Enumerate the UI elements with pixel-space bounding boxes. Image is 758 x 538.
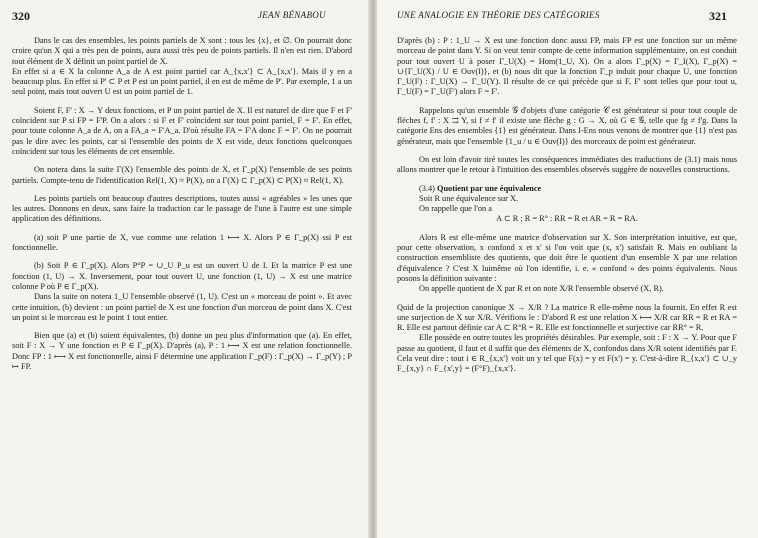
section-number: (3.4) xyxy=(419,183,435,193)
paragraph-gap xyxy=(397,225,737,233)
body-paragraph: En effet si a ∈ X la colonne A_a de A est point partiel car A_{x,x'} ⊂ A_{x,x'}. Mais il y en a beaucoup plus. En effet si P' ⊂ P et P est un point partiel, il en est de même de P'. Par exemple, 1 a un seul point, mais tout ouvert U est un point partiel de 1. xyxy=(12,66,352,97)
body-paragraph: Bien que (a) et (b) soient équivalentes, (b) donne un peu plus d'information que (a). En effet, soit F : X → Y une fonction et P ∈ Γ_p(X). D'après (a), P : 1 ⟼ X est une relation fonctionnelle. Donc FP : 1 ⟼ X est fonctionnelle, ainsi F détermine une application Γ_p(F) : Γ_p(X) → Γ_p(Y) ; P ↦ FP. xyxy=(12,331,352,372)
body-paragraph: On notera dans la suite Γ(X) l'ensemble des points de X, et Γ_p(X) l'ensemble de ses points partiels. Compte-tenu de l'identification Rel(1, X) ≈ P(X), on a Γ(X) ⊂ Γ_p(X) ⊂ P(X) ≈ Rel(1, X). xyxy=(12,165,352,185)
body-paragraph: (a) soit P une partie de X, vue comme une relation 1 ⟼ X. Alors P ∈ Γ_p(X) ssi P est fonctionnelle. xyxy=(12,232,352,253)
section-line: Soit R une équivalence sur X. xyxy=(419,193,519,203)
body-paragraph: Quid de la projection canonique X → X/R ? La matrice R elle-même nous la fournit. En effet R est une surjection de X sur X/R. Vérifions le : D'abord R est une relation X ⟼ X/R car RR = R et RA = R. Elle est partout définie car A ⊂ R°R = R. Elle est fonctionnelle et surjective car RR° = R. xyxy=(397,302,737,333)
section-equation: A ⊂ R ; R = R° : RR = R et AR = R = RA. xyxy=(496,214,638,224)
paragraph-gap xyxy=(12,98,352,106)
paragraph-gap xyxy=(12,225,352,233)
body-paragraph: D'après (b) : P : 1_U → X est une fonction donc aussi FP, mais FP est une fonction sur un même morceau de point dans Y. Si on veut tenir compte de cette information supplémentaire, on est conduit pour tout ouvert U à poser Γ_U(X) = Hom(1_U, X). On a alors Γ_p(X) = Γ_I(X), Γ_p(X) = ∪{Γ_U(X) / U ∈ Ouv(I)}, et (b) nous dit que la fonction Γ_p induit pour chaque U, une fonction Γ_U(F) : Γ_U(X) → Γ_U(Y). Il résulte de ce qui précède que si F, F' sont telles que pour tout u, Γ_U(F) = Γ_U(F') alors F = F'. xyxy=(397,36,737,97)
body-paragraph: Elle possède en outre toutes les propriétés désirables. Par exemple, soit : F : X → Y. Pour que F passe au quotient, il faut et il suffit que des éléments de X, confondus dans X/R soient identifiés par F. Cela veut dire : tout i ∈ R_{x,x'} voit un y tel que F(x) = y et F(x') = y. C'est-à-dire R_{x,x'} ⊂ ∪_y F_{x,y} ∩ F_{x',y} = (F°F)_{x,x'}. xyxy=(397,333,737,374)
paragraph-gap xyxy=(397,98,737,106)
left-running-head: JEAN BÉNABOU xyxy=(258,10,326,20)
body-paragraph: On est loin d'avoir tiré toutes les conséquences immédiates des traductions de (3.1) mais nous allons montrer que le retour à l'intuition des ensembles observés suggère de nouvelles constructions. xyxy=(397,154,737,175)
right-running-head: UNE ANALOGIE EN THÉORIE DES CATÉGORIES xyxy=(397,10,600,20)
paragraph-gap xyxy=(397,147,737,155)
paragraph-gap xyxy=(397,295,737,303)
paragraph-gap xyxy=(12,157,352,165)
paragraph-gap xyxy=(397,176,737,184)
paragraph-gap xyxy=(12,323,352,331)
left-page-number: 320 xyxy=(12,9,30,23)
body-paragraph: On appelle quotient de X par R et on note X/R l'ensemble observé (X, R). xyxy=(419,284,664,294)
left-page-body xyxy=(12,36,352,372)
body-paragraph: Les points partiels ont beaucoup d'autres descriptions, toutes aussi « agréables » les unes que les autres. Donnons en deux, sans faire la traduction car le passage de l'une à l'autre est une simple application des définitions. xyxy=(12,193,352,224)
paragraph-gap xyxy=(12,253,352,261)
body-paragraph: Soient F, F' : X → Y deux fonctions, et P un point partiel de X. Il est naturel de dire que F et F' coïncident sur P si FP = F'P. On a alors : si F et F' coïncident sur tout point partiel, F = F'. En effet, pour toute colonne A_a de A, on a FA_a = F'A_a. D'où résulte FA = F'A donc F = F'. On ne pourrait pas le dire avec les points, car si l'ensemble des points de X est vide, deux fonctions quelconques coïncident sur tous les éléments de cet ensemble. xyxy=(12,105,352,156)
section-line: On rappelle que l'on a xyxy=(419,204,492,214)
body-paragraph: Rappelons qu'un ensemble 𝒢 d'objets d'une catégorie 𝒞 est générateur si pour tout couple de flèches f, f' : X ⇉ Y, si f ≠ f' il existe une flèche g : G → X, où G ∈ 𝒢, telle que fg ≠ f'g. Dans la catégorie Ens des ensembles {1} est générateur. Dans I-Ens nous venons de montrer que {1} n'est pas générateur, mais que l'ensemble {1_u / u ∈ Ouv(I)} des morceaux de point est générateur. xyxy=(397,105,737,146)
right-page xyxy=(377,0,758,538)
body-paragraph: Dans la suite on notera 1_U l'ensemble observé (1, U). C'est un « morceau de point ». Et avec cette intuition, (b) devient : un point partiel de X est une fonction d'un morceau de point dans X. C'est un point si le morceau est le point 1 tout entier. xyxy=(12,292,352,322)
right-page-number: 321 xyxy=(709,9,727,23)
section-heading xyxy=(419,184,737,194)
right-page-body xyxy=(397,36,737,375)
left-page xyxy=(0,0,372,538)
section-title: Quotient par une équivalence xyxy=(436,183,542,193)
body-paragraph: Dans le cas des ensembles, les points partiels de X sont : tous les {x}, et ∅. On pourrait donc croire qu'un X qui a très peu de points, aura aussi très peu de points partiels. Il n'en est rien. D'abord tout élément de X définit un point partiel de X. xyxy=(12,36,352,66)
paragraph-gap xyxy=(12,186,352,194)
body-paragraph: Alors R est elle-même une matrice d'observation sur X. Son interprétation intuitive, est que, pour cette observation, x confond x et x' si l'on voit que (x, x') satisfait R. Mais en oubliant la construction ensembliste des quotients, que doit être le quotient d'un ensemble X par une relation d'équivalence ? C'est X luimême où l'on identifie, i. e. « confond » des points équivalents. Nous posons la définition suivante : xyxy=(397,232,737,283)
body-paragraph: (b) Soit P ∈ Γ_p(X). Alors P°P = ∪_U P_u est un ouvert U de I. Et la matrice P est une fonction (1, U) → X. Inversement, pour tout ouvert U, une fonction (1, U) → X est une matrice colonne P où P ∈ Γ_p(X). xyxy=(12,261,352,291)
